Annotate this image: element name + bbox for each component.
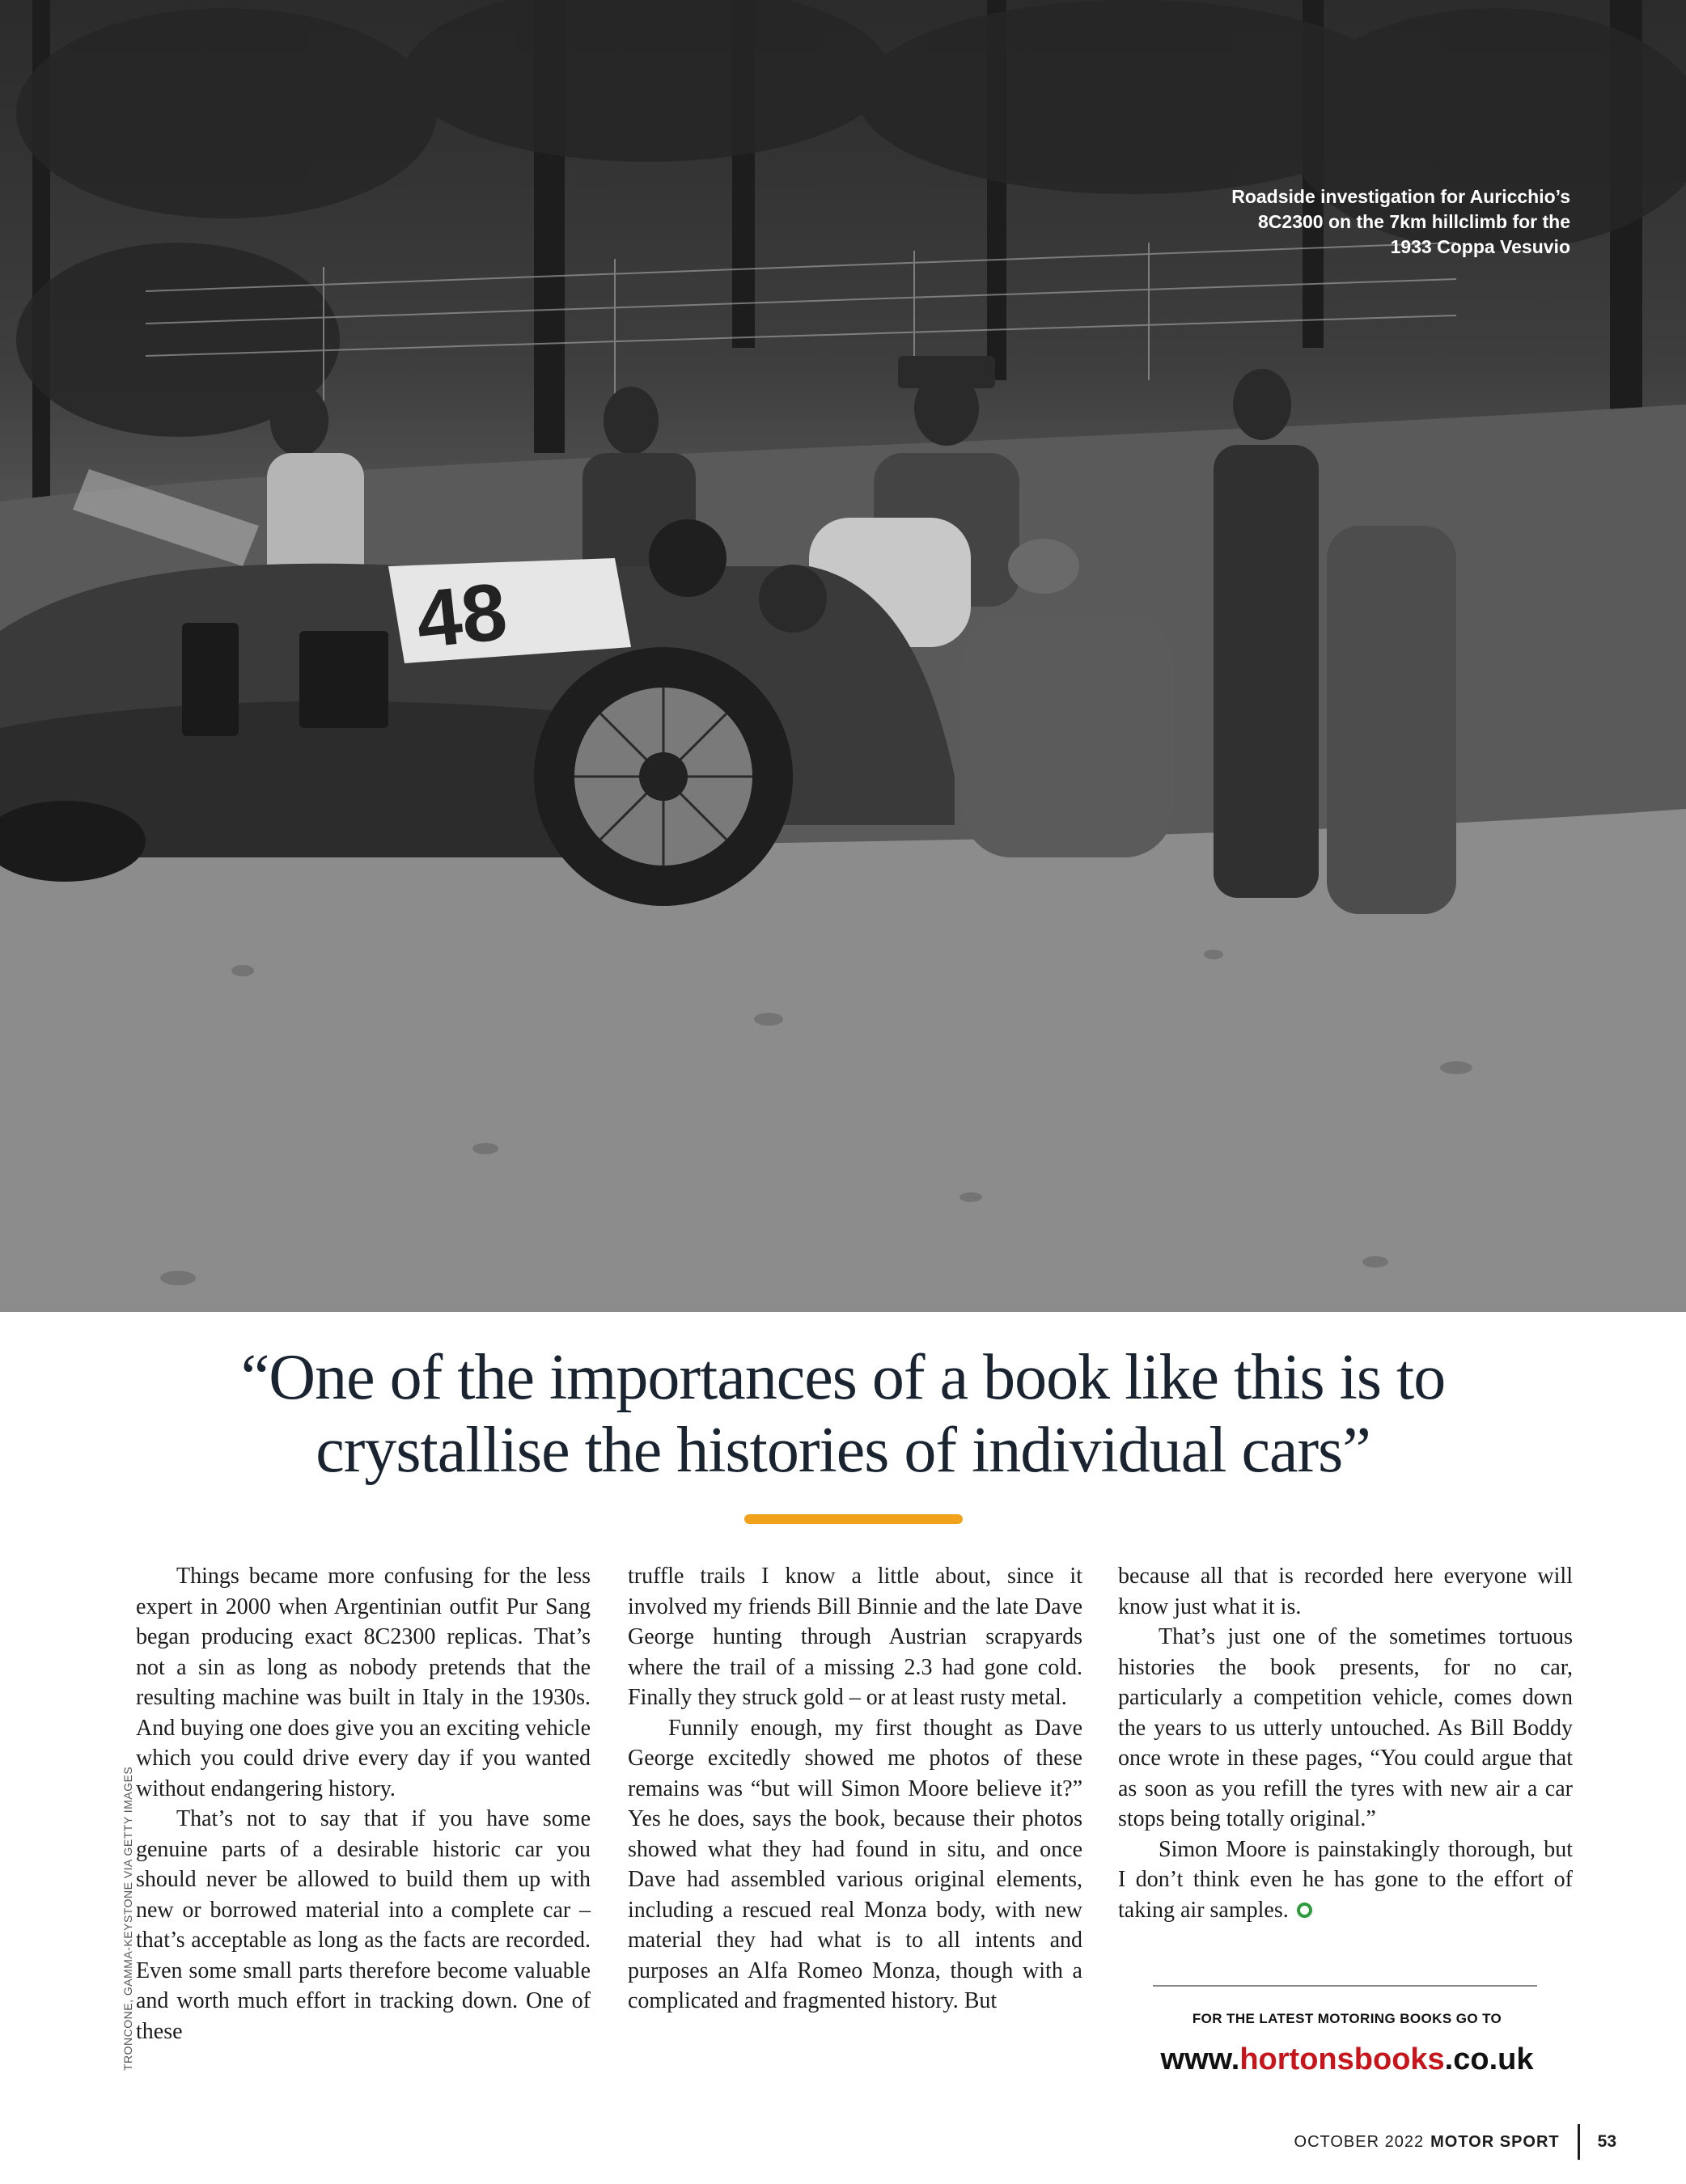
photo-caption: Roadside investigation for Auricchio’s 8C2300 on the 7km hillclimb for the 1933 Coppa Vesuvio [1231, 186, 1570, 257]
paragraph: because all that is recorded here everyone will know just what it is. [1118, 1564, 1573, 1619]
article-column-3 [1118, 1561, 1573, 1925]
url-suffix: .co.uk [1444, 2042, 1534, 2076]
url-brand: hortonsbooks [1239, 2042, 1445, 2076]
pull-quote-line-1: “One of the importances of a book like this is to [240, 1342, 1446, 1413]
article-column-1 [136, 1561, 591, 2046]
promo-divider [1153, 1985, 1537, 1987]
promo-text: FOR THE LATEST MOTORING BOOKS GO TO [1192, 2011, 1502, 2026]
page-number: 53 [1597, 2132, 1616, 2151]
issue-date: OCTOBER 2022 [1294, 2132, 1425, 2151]
paragraph: truffle trails I know a little about, since it involved my friends Bill Binnie and the late Dave George hunting through Austrian scrapyards where the trail of a missing 2.3 had gone cold. Finally they struck gold – or at least rusty metal. [628, 1564, 1082, 1710]
end-of-article-icon [1297, 1903, 1312, 1918]
url-prefix: www. [1160, 2042, 1240, 2076]
photo-credit: TRONCONE, GAMMA-KEYSTONE VIA GETTY IMAGES [121, 1766, 134, 2071]
magazine-name: MOTOR SPORT [1430, 2132, 1560, 2151]
paragraph: That’s just one of the sometimes tortuous histories the book presents, for no car, particularly a competition vehicle, comes down the years to us utterly untouched. As Bill Boddy once wrote in these pages, “You could argue that as soon as you refill the tyres with new air a car stops being totally original.” [1118, 1624, 1573, 1831]
article-column-2 [628, 1561, 1082, 2017]
quote-divider [744, 1514, 963, 1524]
pull-quote [121, 1341, 1565, 1487]
car-number-label: 48 [412, 565, 511, 666]
pull-quote-line-2: crystallise the histories of individual cars” [316, 1415, 1370, 1486]
paragraph: Things became more confusing for the less expert in 2000 when Argentinian outfit Pur Sang began producing exact 8C2300 replicas. That’s not a sin as long as nobody pretends that the resulting machine was built in Italy in the 1930s. And buying one does give you an exciting vehicle which you could drive every day if you wanted without endangering history. [136, 1564, 591, 1801]
paragraph-final [1118, 1835, 1573, 1926]
paragraph: Funnily enough, my first thought as Dave George excitedly showed me photos of these remains was “but will Simon Moore believe it?” Yes he does, says the book, because their photos showed what they had found in situ, and once Dave had assembled various original elements, including a rescued real Monza body, with new material they had what is to all intents and purposes an Alfa Romeo Monza, though with a complicated and fragmented history. But [628, 1715, 1082, 2013]
footer-divider [1578, 2124, 1580, 2160]
page-footer [1294, 2126, 1616, 2158]
promo-link[interactable] [1116, 2042, 1578, 2077]
paragraph: That’s not to say that if you have some genuine parts of a desirable historic car you should never be allowed to build them up with new or borrowed material into a complete car – that’s acceptable as long as the facts are recorded. Even some small parts therefore become valuable and worth much effort in tracking down. One of these [136, 1806, 591, 2044]
paragraph-text: Simon Moore is painstakingly thorough, but I don’t think even he has gone to the effort of taking air samples. [1118, 1836, 1573, 1923]
